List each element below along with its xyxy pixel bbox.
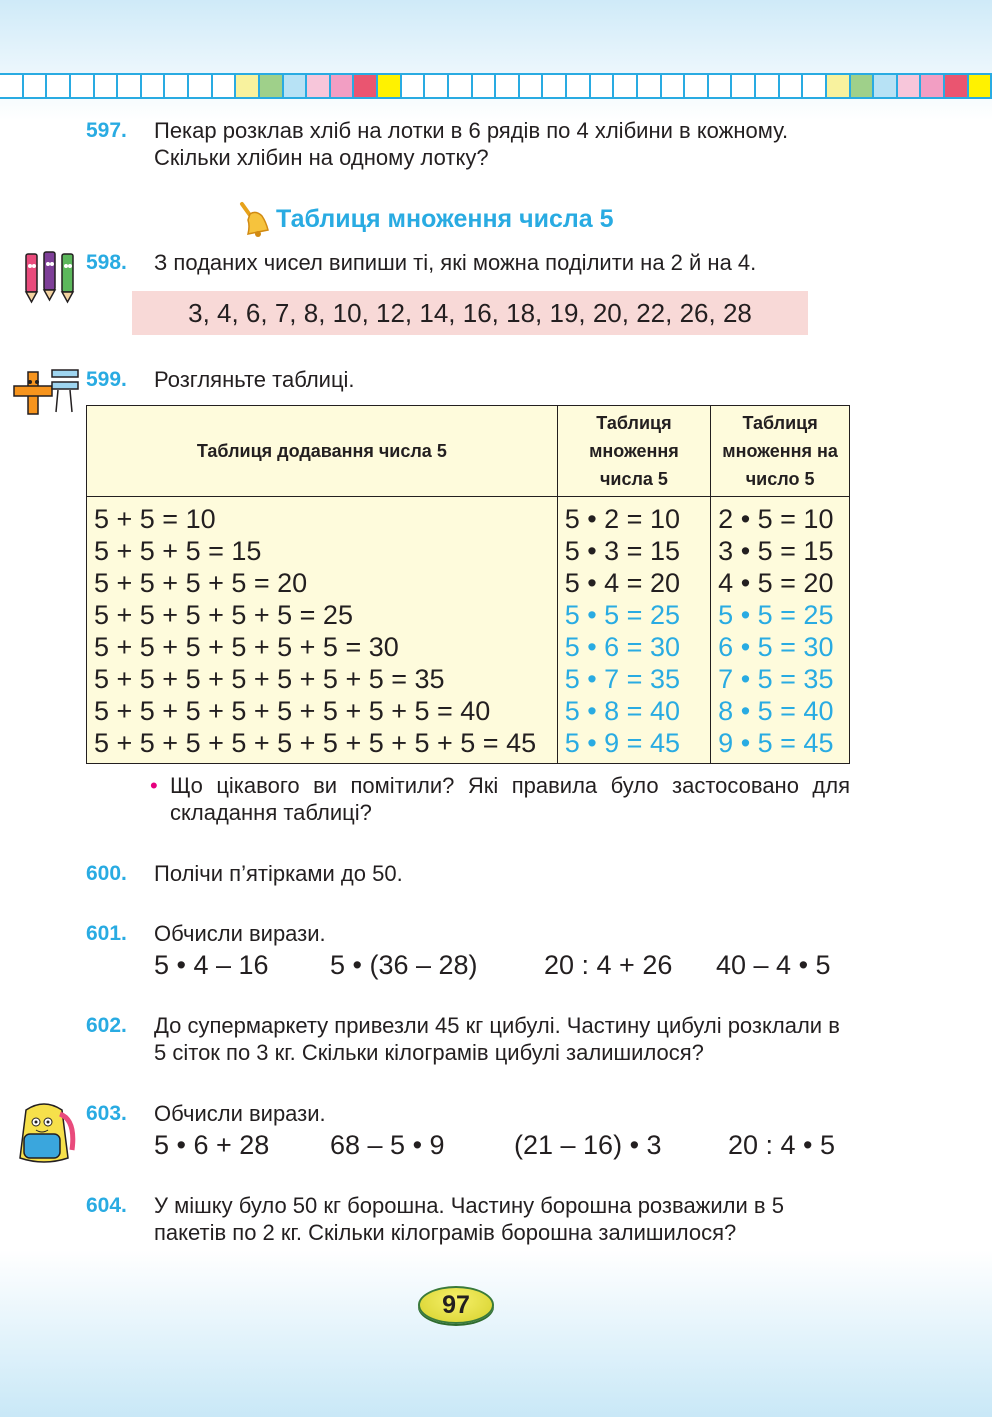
table-cell-mul-by: 5 • 5 = 25: [711, 599, 850, 631]
strip-cell: [260, 75, 284, 97]
strip-cell: [425, 75, 449, 97]
strip-cell: [95, 75, 119, 97]
strip-cell: [142, 75, 166, 97]
table-row: [87, 599, 850, 631]
table-cell-add: 5 + 5 + 5 + 5 + 5 = 25: [87, 599, 558, 631]
strip-cell: [24, 75, 48, 97]
table-row: [87, 663, 850, 695]
expression: 20 : 4 • 5: [728, 1130, 836, 1160]
expression: (21 – 16) • 3: [514, 1130, 662, 1160]
strip-cell: [47, 75, 71, 97]
strip-cell: [449, 75, 473, 97]
problem-number: 599.: [86, 368, 127, 391]
table-cell-mul-of: 5 • 6 = 30: [557, 631, 710, 663]
table-cell-add: 5 + 5 + 5 + 5 = 20: [87, 567, 558, 599]
table-cell-mul-by: 9 • 5 = 45: [711, 727, 850, 764]
table-cell-mul-by: 4 • 5 = 20: [711, 567, 850, 599]
expressions-row: [154, 949, 854, 983]
numbers-box: 3, 4, 6, 7, 8, 10, 12, 14, 16, 18, 19, 20, 22, 26, 28: [132, 291, 808, 335]
strip-cell: [473, 75, 497, 97]
problem-603: [86, 1100, 854, 1163]
bullet-dot: •: [150, 773, 158, 798]
strip-cell: [402, 75, 426, 97]
strip-cell: [898, 75, 922, 97]
expression: 40 – 4 • 5: [716, 950, 831, 980]
expression: 5 • 6 + 28: [154, 1130, 270, 1160]
strip-cell: [803, 75, 827, 97]
problem-number: 604.: [86, 1194, 127, 1217]
table-cell-mul-of: 5 • 8 = 40: [557, 695, 710, 727]
strip-cell: [284, 75, 308, 97]
decorative-color-strip: [0, 73, 992, 99]
strip-cell: [662, 75, 686, 97]
problem-text: Обчисли вирази.: [154, 1101, 326, 1126]
table-cell-add: 5 + 5 = 10: [87, 497, 558, 536]
strip-cell: [118, 75, 142, 97]
table-cell-mul-by: 8 • 5 = 40: [711, 695, 850, 727]
strip-cell: [780, 75, 804, 97]
section-title: Таблиця множення числа 5: [276, 204, 614, 233]
table-row: [87, 567, 850, 599]
strip-cell: [567, 75, 591, 97]
strip-cell: [189, 75, 213, 97]
strip-cell: [71, 75, 95, 97]
strip-cell: [851, 75, 875, 97]
table-cell-add: 5 + 5 + 5 + 5 + 5 + 5 + 5 + 5 + 5 = 45: [87, 727, 558, 764]
problem-598: [86, 249, 854, 276]
strip-cell: [732, 75, 756, 97]
pencils-icon: [18, 248, 82, 311]
problem-text: З поданих чисел випиши ті, які можна поділити на 2 й на 4.: [154, 250, 757, 275]
strip-cell: [543, 75, 567, 97]
table-row: [87, 535, 850, 567]
strip-cell: [213, 75, 237, 97]
strip-cell: [331, 75, 355, 97]
problem-text: Пекар розклав хліб на лотки в 6 рядів по 4 хлібини в кожному. Скільки хлібин на одному лотку?: [154, 118, 789, 170]
table-cell-add: 5 + 5 + 5 = 15: [87, 535, 558, 567]
question-text: Що цікавого ви помітили? Які правила було застосовано для складання таблиці?: [170, 773, 850, 825]
backpack-character-icon: [12, 1100, 76, 1171]
bell-icon: [238, 200, 270, 238]
strip-cell: [496, 75, 520, 97]
strip-cell: [921, 75, 945, 97]
strip-cell: [236, 75, 260, 97]
table-cell-mul-by: 2 • 5 = 10: [711, 497, 850, 536]
table-cell-mul-of: 5 • 2 = 10: [557, 497, 710, 536]
header-multiplication-of: Таблиця множення числа 5: [557, 406, 710, 497]
problem-text: Полічи п’ятірками до 50.: [154, 861, 403, 886]
strip-cell: [945, 75, 969, 97]
strip-cell: [354, 75, 378, 97]
problem-number: 602.: [86, 1014, 127, 1037]
discussion-question: [150, 772, 850, 826]
table-cell-add: 5 + 5 + 5 + 5 + 5 + 5 + 5 = 35: [87, 663, 558, 695]
problem-text: Розгляньте таблиці.: [154, 367, 355, 392]
strip-cell: [520, 75, 544, 97]
table-cell-mul-of: 5 • 9 = 45: [557, 727, 710, 764]
table-cell-mul-by: 6 • 5 = 30: [711, 631, 850, 663]
problem-number: 600.: [86, 862, 127, 885]
strip-cell: [638, 75, 662, 97]
table-cell-add: 5 + 5 + 5 + 5 + 5 + 5 + 5 + 5 = 40: [87, 695, 558, 727]
problem-number: 603.: [86, 1102, 127, 1125]
strip-cell: [756, 75, 780, 97]
problem-602: [86, 1012, 854, 1066]
problem-601: [86, 920, 854, 983]
strip-cell: [874, 75, 898, 97]
multiplication-table: [86, 405, 850, 764]
table-row: [87, 497, 850, 536]
header-addition: Таблиця додавання числа 5: [87, 406, 558, 497]
problem-text: У мішку було 50 кг борошна. Частину борошна розважили в 5 пакетів по 2 кг. Скільки кілограмів борошна залишилося?: [154, 1193, 784, 1245]
problem-text: Обчисли вирази.: [154, 921, 326, 946]
strip-cell: [378, 75, 402, 97]
math-signs-character-icon: [12, 362, 82, 429]
table-cell-add: 5 + 5 + 5 + 5 + 5 + 5 = 30: [87, 631, 558, 663]
table-cell-mul-of: 5 • 4 = 20: [557, 567, 710, 599]
problem-number: 601.: [86, 922, 127, 945]
expression: 5 • 4 – 16: [154, 950, 269, 980]
problem-number: 598.: [86, 251, 127, 274]
strip-cell: [827, 75, 851, 97]
strip-cell: [0, 75, 24, 97]
strip-cell: [591, 75, 615, 97]
table-row: [87, 727, 850, 764]
page-number: 97: [418, 1286, 494, 1324]
table-row: [87, 631, 850, 663]
table-cell-mul-of: 5 • 7 = 35: [557, 663, 710, 695]
strip-cell: [685, 75, 709, 97]
problem-600: [86, 860, 854, 887]
strip-cell: [307, 75, 331, 97]
expressions-row: [154, 1129, 854, 1163]
table-cell-mul-by: 7 • 5 = 35: [711, 663, 850, 695]
table-cell-mul-of: 5 • 5 = 25: [557, 599, 710, 631]
expression: 20 : 4 + 26: [544, 950, 673, 980]
expression: 5 • (36 – 28): [330, 950, 478, 980]
table-cell-mul-by: 3 • 5 = 15: [711, 535, 850, 567]
problem-604: [86, 1192, 854, 1246]
expression: 68 – 5 • 9: [330, 1130, 445, 1160]
header-multiplication-by: Таблиця множення на число 5: [711, 406, 850, 497]
strip-cell: [165, 75, 189, 97]
problem-599: [86, 366, 854, 393]
strip-cell: [614, 75, 638, 97]
problem-text: До супермаркету привезли 45 кг цибулі. Частину цибулі розклали в 5 сіток по 3 кг. Скільки кілограмів цибулі залишилося?: [154, 1013, 840, 1065]
strip-cell: [709, 75, 733, 97]
problem-number: 597.: [86, 119, 127, 142]
section-heading: [238, 200, 614, 238]
table-row: [87, 695, 850, 727]
table-cell-mul-of: 5 • 3 = 15: [557, 535, 710, 567]
problem-597: [86, 117, 854, 171]
strip-cell: [969, 75, 992, 97]
